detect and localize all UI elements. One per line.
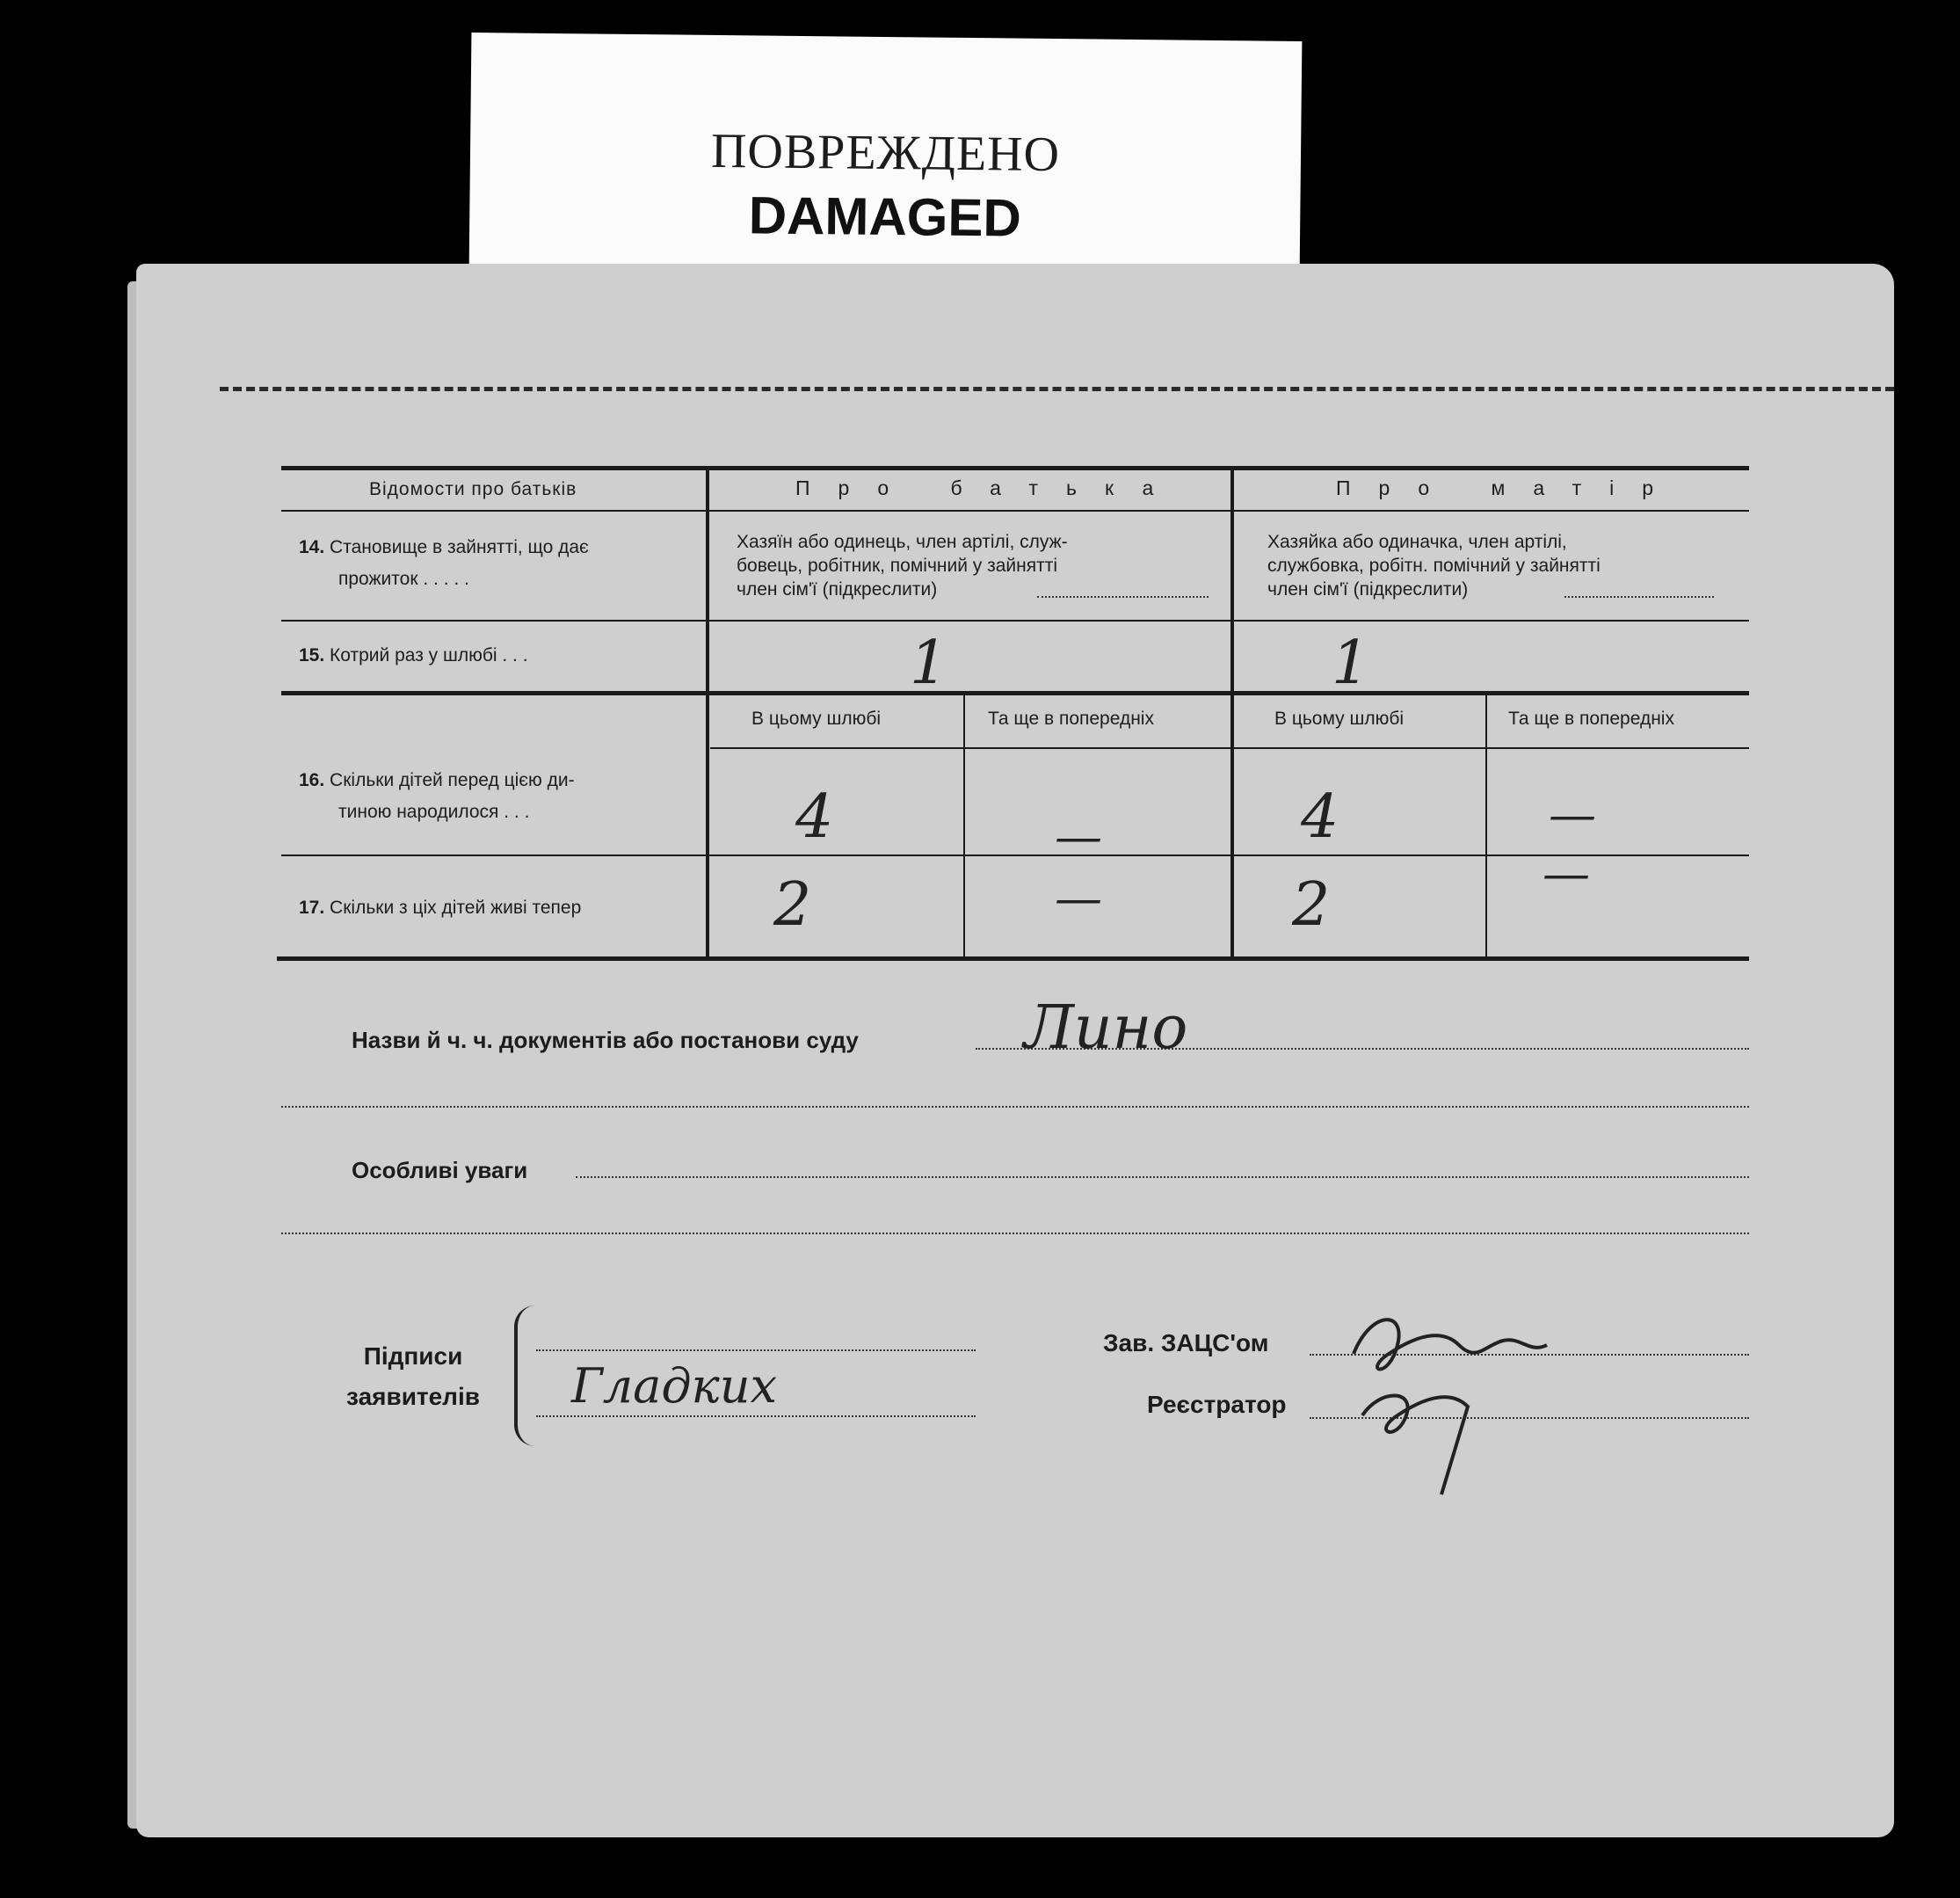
- remarks-field-line: [576, 1176, 1749, 1178]
- damaged-label-en: DAMAGED: [748, 185, 1022, 248]
- row17-mother-this: 2: [1292, 870, 1331, 940]
- applicants-label-line1: Підписи: [363, 1342, 463, 1370]
- perforation-line: [220, 387, 1894, 391]
- row16-father-this: 4: [795, 782, 834, 852]
- row15-label: [299, 640, 528, 672]
- remarks-field-line-2: [281, 1233, 1749, 1234]
- col-divider-info: [706, 470, 709, 956]
- col-divider-parents: [1230, 470, 1234, 956]
- applicant-signature: Гладких: [571, 1358, 778, 1414]
- subheader-father-prev: Та ще в попередніх: [988, 709, 1154, 729]
- row17-num: 17.: [299, 898, 325, 918]
- row15-mother-value: 1: [1332, 629, 1370, 698]
- row14-mother-dots: [1564, 596, 1714, 598]
- subheader-mother-prev: Та ще в попередніх: [1508, 709, 1674, 729]
- row16-label-line1: Скільки дітей перед цією ди-: [330, 770, 575, 790]
- table-top-rule: [281, 466, 1749, 470]
- row14-father-options: [737, 530, 1216, 601]
- table-bottom-rule: [277, 956, 1749, 961]
- applicant-signature-line-1: [536, 1349, 976, 1351]
- row17-father-this: 2: [773, 870, 812, 940]
- header-bottom-rule: [281, 510, 1749, 512]
- row14-label-line2: прожиток . . . . .: [338, 569, 469, 589]
- header-mother: Про матір: [1336, 476, 1682, 499]
- damaged-label-ru: ПОВРЕЖДЕНО: [710, 123, 1061, 183]
- row14-father-option-3: член сім'ї (підкреслити): [737, 579, 938, 600]
- header-father: Про батька: [795, 476, 1182, 499]
- row14-mother-option-3: член сім'ї (підкреслити): [1267, 579, 1469, 600]
- row16-bottom-rule: [281, 854, 1749, 856]
- row17-father-prev: —: [1055, 870, 1102, 926]
- row14-num: 14.: [299, 537, 325, 557]
- row15-label-text: Котрий раз у шлюбі . . .: [330, 645, 528, 665]
- applicant-signature-line-2: [536, 1415, 976, 1417]
- row16-father-prev: —: [1055, 809, 1102, 864]
- row17-mother-prev: —: [1543, 846, 1590, 901]
- row15-num: 15.: [299, 645, 325, 665]
- applicants-brace: [514, 1305, 535, 1446]
- row14-father-option-1: Хазяїн або одинець, член артілі, служ-: [737, 532, 1068, 552]
- row16-mother-this: 4: [1301, 782, 1339, 852]
- registrar-label: Реєстратор: [1147, 1391, 1287, 1418]
- row16-num: 16.: [299, 770, 325, 790]
- row14-father-option-2: бовець, робітник, помічний у зайнятті: [737, 556, 1058, 576]
- applicants-label-line2: заявителів: [346, 1383, 480, 1410]
- damaged-label: [469, 33, 1303, 279]
- row14-label: [299, 532, 589, 595]
- header-info: Відомости про батьків: [369, 479, 577, 499]
- documents-field-label: Назви й ч. ч. документів або постанови суду: [352, 1027, 859, 1053]
- row14-father-dots: [1037, 596, 1209, 598]
- row16-label: [299, 765, 575, 828]
- head-label: Зав. ЗАЦС'ом: [1103, 1329, 1269, 1356]
- applicants-label: [325, 1336, 501, 1417]
- remarks-field-label: Особливі уваги: [352, 1157, 528, 1183]
- row14-bottom-rule: [281, 620, 1749, 622]
- col-divider-father-sub: [963, 695, 965, 956]
- row15-father-value: 1: [910, 629, 948, 698]
- row17-label: [299, 892, 581, 924]
- row16-label-line2: тиною народилося . . .: [338, 802, 530, 822]
- row14-mother-option-2: службовка, робітн. помічний у зайнятті: [1267, 556, 1601, 576]
- row14-mother-options: [1267, 530, 1742, 601]
- row14-mother-option-1: Хазяйка або одиначка, член артілі,: [1267, 532, 1567, 552]
- row14-label-line1: Становище в зайнятті, що дає: [330, 537, 589, 557]
- subheader-bottom-rule: [710, 747, 1749, 749]
- documents-field-line-2: [281, 1106, 1749, 1108]
- col-divider-mother-sub: [1485, 695, 1487, 956]
- row15-bottom-rule: [281, 691, 1749, 695]
- documents-field-value: Лино: [1024, 993, 1188, 1063]
- subheader-father-this: В цьому шлюбі: [751, 709, 882, 729]
- official-signature: [1336, 1292, 1600, 1503]
- row17-label-text: Скільки з ціх дітей живі тепер: [330, 898, 582, 918]
- subheader-mother-this: В цьому шлюбі: [1274, 709, 1405, 729]
- row16-mother-prev: —: [1549, 787, 1596, 842]
